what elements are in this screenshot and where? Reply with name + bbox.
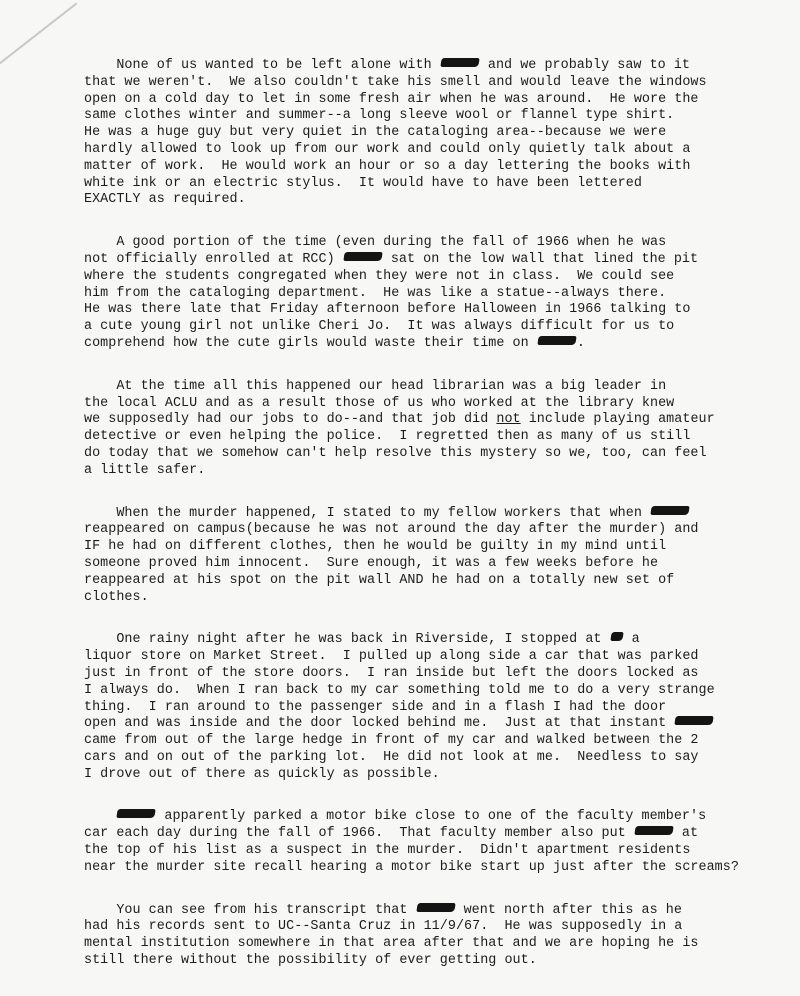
text-line	[84, 159, 784, 176]
redacted-name	[610, 632, 623, 641]
text-line	[84, 826, 784, 843]
text-line	[84, 92, 784, 109]
text-segment: When the murder happened, I stated to my fellow workers that when	[116, 505, 650, 521]
text-segment: matter of work. He would work an hour or so a day lettering the books with	[84, 158, 691, 174]
text-segment: white ink or an electric stylus. It would have to have been lettered	[84, 175, 642, 191]
text-segment: open and was inside and the door locked behind me. Just at that instant	[84, 716, 675, 732]
text-segment: a little safer.	[84, 462, 206, 478]
text-line	[84, 666, 784, 683]
text-line	[84, 860, 784, 877]
text-segment: apparently parked a motor bike close to one of the faculty member's	[156, 809, 707, 825]
text-line	[84, 522, 784, 539]
text-segment: where the students congregated when they were not in class. We could see	[84, 268, 675, 284]
text-line	[84, 336, 784, 353]
text-segment: we supposedly had our jobs to do--and that job did	[84, 412, 497, 428]
paragraph-indent	[84, 506, 116, 521]
text-line	[84, 843, 784, 860]
text-segment: at	[673, 826, 699, 842]
underlined-word: not	[496, 412, 521, 428]
redacted-name	[117, 809, 156, 818]
text-line	[84, 192, 784, 209]
text-line	[84, 302, 784, 319]
paragraph	[84, 809, 784, 876]
text-segment: still there without the possibility of ever getting out.	[84, 953, 537, 969]
redacted-name	[537, 336, 576, 345]
text-segment: comprehend how the cute girls would waste their time on	[84, 335, 537, 351]
text-segment: him from the cataloging department. He was like a statue--always there.	[84, 285, 667, 301]
text-segment: I always do. When I ran back to my car something told me to do a very strange	[84, 682, 715, 698]
text-line	[84, 75, 784, 92]
text-segment: a cute young girl not unlike Cheri Jo. It was always difficult for us to	[84, 319, 675, 335]
paragraph	[84, 379, 784, 480]
paragraph	[84, 506, 784, 607]
text-segment: mental institution somewhere in that area after that and we are hoping he is	[84, 936, 699, 952]
text-line	[84, 142, 784, 159]
text-line	[84, 379, 784, 396]
text-segment: do today that we somehow can't help resolve this mystery so we, too, can feel	[84, 445, 707, 461]
text-line	[84, 919, 784, 936]
text-segment: thing. I ran around to the passenger side and in a flash I had the door	[84, 699, 667, 715]
paragraph-indent	[84, 632, 116, 647]
text-segment: same clothes winter and summer--a long sleeve wool or flannel type shirt.	[84, 108, 675, 124]
text-segment: A good portion of the time (even during the fall of 1966 when he was	[116, 235, 667, 251]
text-segment: reappeared at his spot on the pit wall AND he had on a totally new set of	[84, 572, 675, 588]
text-segment: came from out of the large hedge in front of my car and walked between the 2	[84, 733, 699, 749]
text-segment: not officially enrolled at RCC)	[84, 251, 343, 267]
text-line	[84, 108, 784, 125]
text-segment: detective or even helping the police. I regretted then as many of us still	[84, 429, 691, 445]
redacted-name	[675, 716, 714, 725]
text-segment: None of us wanted to be left alone with	[116, 58, 440, 73]
text-line	[84, 506, 784, 523]
redacted-name	[416, 903, 455, 912]
text-segment: reappeared on campus(because he was not around the day after the murder) and	[84, 522, 699, 538]
paragraph-indent	[84, 809, 116, 824]
text-segment: You can see from his transcript that	[116, 902, 416, 918]
text-line	[84, 632, 784, 649]
text-line	[84, 235, 784, 252]
paragraph-indent	[84, 903, 116, 918]
text-line	[84, 125, 784, 142]
text-line	[84, 590, 784, 607]
text-segment: hardly allowed to look up from our work and could only quietly talk about a	[84, 141, 691, 157]
text-line	[84, 539, 784, 556]
text-segment: IF he had on different clothes, then he would be guilty in my mind until	[84, 539, 667, 555]
text-segment: clothes.	[84, 589, 149, 605]
text-segment: One rainy night after he was back in Riverside, I stopped at	[116, 632, 610, 648]
text-line	[84, 767, 784, 784]
text-line	[84, 446, 784, 463]
redacted-name	[650, 506, 689, 515]
text-line	[84, 319, 784, 336]
text-line	[84, 412, 784, 429]
text-segment: had his records sent to UC--Santa Cruz in 11/9/67. He was supposedly in a	[84, 919, 683, 935]
text-line	[84, 286, 784, 303]
text-line	[84, 716, 784, 733]
page-corner-mark	[0, 2, 77, 71]
text-segment: cars and on out of the parking lot. He did not look at me. Needless to say	[84, 749, 699, 765]
redacted-name	[343, 252, 382, 261]
text-line	[84, 683, 784, 700]
text-line	[84, 463, 784, 480]
paragraph-indent	[84, 379, 116, 394]
text-segment: EXACTLY as required.	[84, 192, 246, 208]
redacted-name	[634, 826, 673, 835]
text-line	[84, 750, 784, 767]
text-segment: someone proved him innocent. Sure enough, it was a few weeks before he	[84, 555, 659, 571]
paragraph	[84, 632, 784, 783]
paragraph	[84, 58, 784, 209]
paragraph-indent	[84, 58, 116, 73]
text-segment: .	[576, 335, 585, 351]
typewritten-letter-page	[84, 58, 784, 996]
text-segment: near the murder site recall hearing a motor bike start up just after the screams?	[84, 859, 739, 875]
text-segment: and we probably saw to it	[479, 58, 691, 73]
text-line	[84, 936, 784, 953]
text-line	[84, 573, 784, 590]
text-segment: the top of his list as a suspect in the murder. Didn't apartment residents	[84, 843, 691, 859]
text-line	[84, 903, 784, 920]
text-segment: that we weren't. We also couldn't take his smell and would leave the windows	[84, 74, 707, 90]
text-segment: At the time all this happened our head librarian was a big leader in	[116, 378, 667, 394]
text-segment: the local ACLU and as a result those of us who worked at the library knew	[84, 395, 675, 411]
text-segment: went north after this as he	[455, 902, 682, 918]
paragraph	[84, 235, 784, 353]
text-segment: just in front of the store doors. I ran inside but left the doors locked as	[84, 665, 699, 681]
text-segment: a	[623, 632, 640, 648]
text-segment: He was there late that Friday afternoon before Halloween in 1966 talking to	[84, 302, 691, 318]
text-line	[84, 649, 784, 666]
text-segment: open on a cold day to let in some fresh air when he was around. He wore the	[84, 91, 699, 107]
text-line	[84, 269, 784, 286]
text-segment: I drove out of there as quickly as possible.	[84, 766, 440, 782]
text-line	[84, 429, 784, 446]
paragraph	[84, 903, 784, 970]
text-line	[84, 176, 784, 193]
text-segment: He was a huge guy but very quiet in the cataloging area--because we were	[84, 125, 667, 141]
text-line	[84, 252, 784, 269]
text-line	[84, 953, 784, 970]
text-segment: car each day during the fall of 1966. That faculty member also put	[84, 826, 634, 842]
redacted-name	[440, 58, 479, 67]
text-line	[84, 733, 784, 750]
text-line	[84, 809, 784, 826]
text-segment: include playing amateur	[520, 412, 715, 428]
text-line	[84, 58, 784, 75]
text-line	[84, 700, 784, 717]
paragraph-indent	[84, 235, 116, 250]
text-line	[84, 396, 784, 413]
text-segment: sat on the low wall that lined the pit	[382, 251, 699, 267]
text-line	[84, 556, 784, 573]
text-segment: liquor store on Market Street. I pulled up along side a car that was parked	[84, 649, 699, 665]
